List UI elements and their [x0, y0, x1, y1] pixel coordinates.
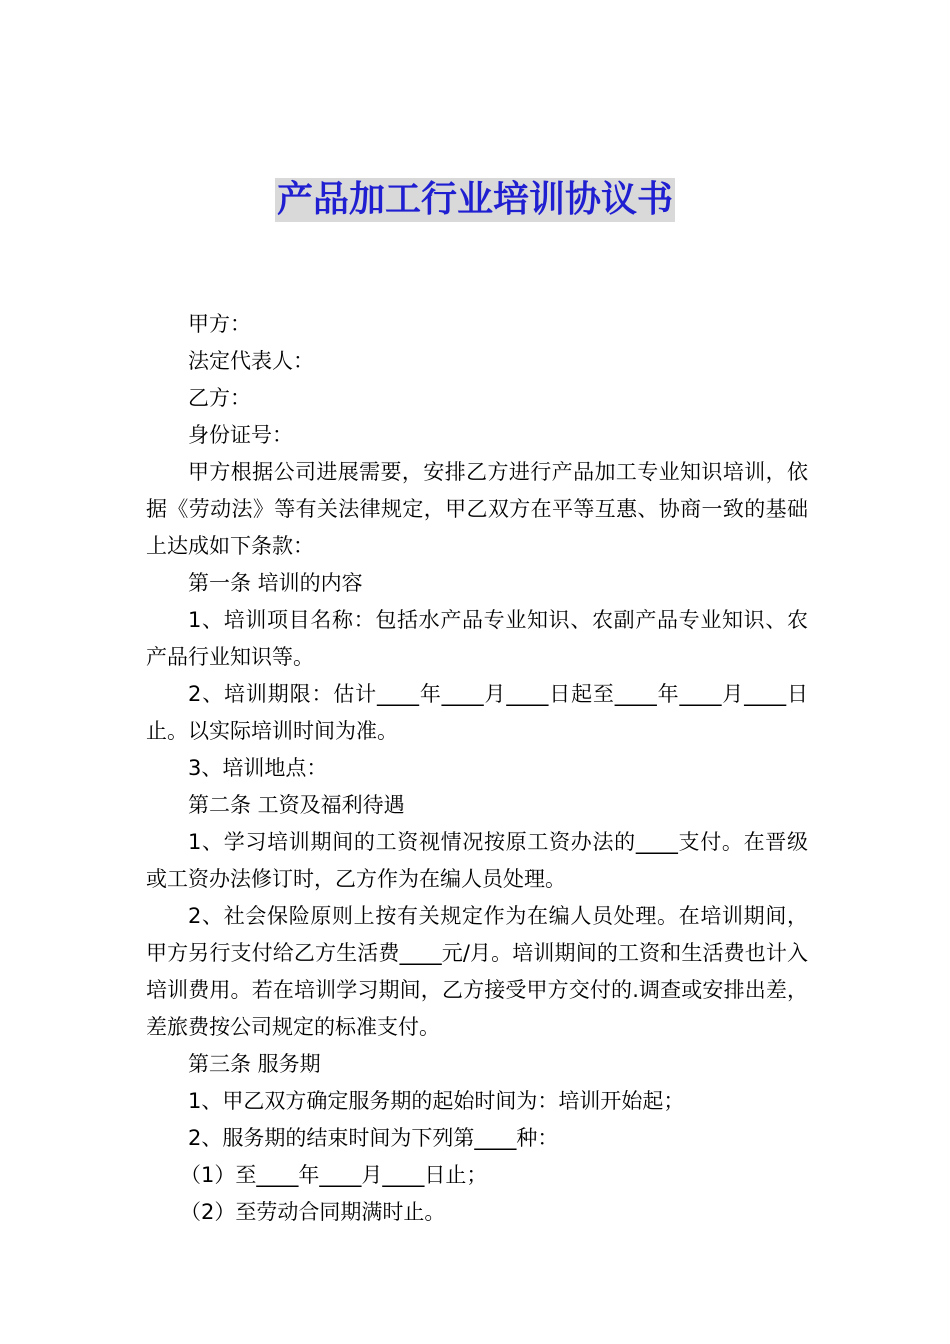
- article-1-item-1: 1、培训项目名称：包括水产品专业知识、农副产品专业知识、农产品行业知识等。: [146, 608, 808, 669]
- paragraph-intro: 甲方根据公司进展需要，安排乙方进行产品加工专业知识培训，依据《劳动法》等有关法律规定，甲乙双方在平等互惠、协商一致的基础上达成如下条款：: [146, 460, 808, 558]
- article-3-option-2: （2）至劳动合同期满时止。: [180, 1200, 446, 1224]
- document-title: 产品加工行业培训协议书: [276, 179, 673, 220]
- paragraph-id-number: 身份证号：: [188, 423, 293, 447]
- article-3-option-1: （1）至____年____月____日止；: [180, 1163, 488, 1187]
- paragraph-party-b: 乙方：: [188, 386, 251, 410]
- article-3-heading: 第三条 服务期: [188, 1052, 321, 1076]
- paragraph-party-a: 甲方：: [188, 312, 251, 336]
- article-1-item-3: 3、培训地点：: [188, 756, 328, 780]
- article-3-item-1: 1、甲乙双方确定服务期的起始时间为：培训开始起；: [188, 1089, 685, 1113]
- article-2-heading: 第二条 工资及福利待遇: [188, 793, 405, 817]
- paragraph-legal-rep: 法定代表人：: [188, 349, 314, 373]
- article-3-item-2: 2、服务期的结束时间为下列第____种：: [188, 1126, 559, 1150]
- article-2-item-2: 2、社会保险原则上按有关规定作为在编人员处理。在培训期间，甲方另行支付给乙方生活费____元/月。培训期间的工资和生活费也计入培训费用。若在培训学习期间，乙方接受甲方交付的.调查或安排出差，差旅费按公司规定的标准支付。: [146, 904, 808, 1039]
- title-container: [0, 178, 950, 222]
- document-body: [146, 306, 808, 1231]
- article-2-item-1: 1、学习培训期间的工资视情况按原工资办法的____支付。在晋级或工资办法修订时，乙方作为在编人员处理。: [146, 830, 808, 891]
- article-1-item-2: 2、培训期限：估计____年____月____日起至____年____月____日止。以实际培训时间为准。: [146, 682, 808, 743]
- article-1-heading: 第一条 培训的内容: [188, 571, 363, 595]
